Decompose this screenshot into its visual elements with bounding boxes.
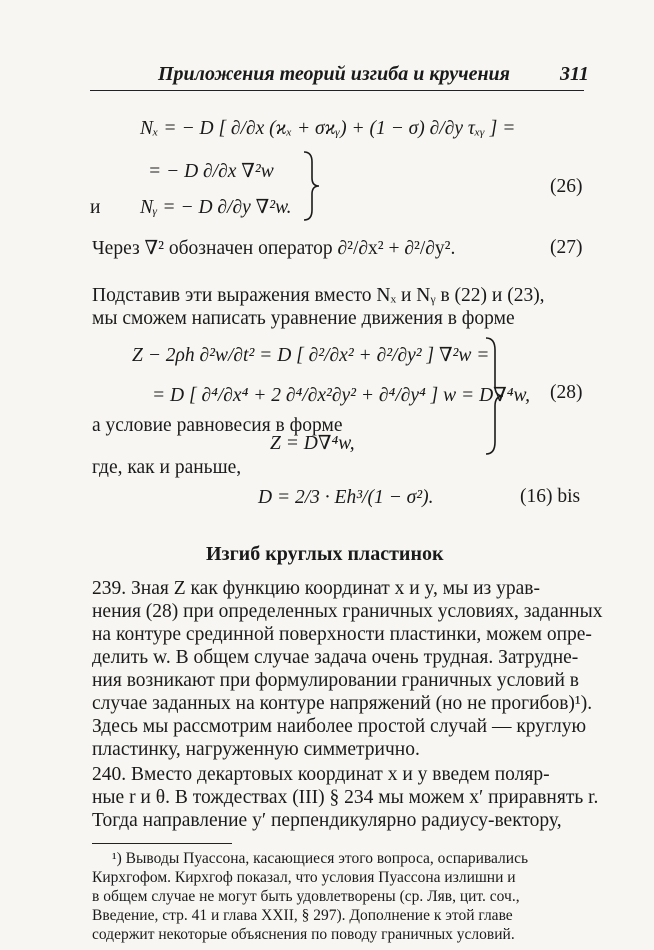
section-title: Изгиб круглых пластинок	[206, 543, 444, 565]
eq28-condition-text: а условие равновесия в форме	[92, 415, 343, 436]
eq27-number: (27)	[550, 237, 583, 258]
eq28-line2: = D [ ∂⁴/∂x⁴ + 2 ∂⁴/∂x²∂y² + ∂⁴/∂y⁴ ] w = D∇⁴w,	[152, 385, 530, 406]
p239-line-1: 239. Зная Z как функцию координат x и y, мы из урав-	[92, 578, 540, 599]
eq26-right-brace	[300, 150, 322, 222]
eq26-line1: Nₓ = − D [ ∂/∂x (ϰₓ + σϰᵧ) + (1 − σ) ∂/∂y τₓᵧ ] =	[140, 118, 516, 139]
p239-line-2: нения (28) при определенных граничных условиях, заданных	[92, 601, 603, 622]
p240-line-2: ные r и θ. В тождествах (III) § 234 мы можем x′ приравнять r.	[92, 787, 599, 808]
eq16-text: D = 2/3 · Eh³/(1 − σ²).	[258, 487, 434, 508]
p240-line-3: Тогда направление y′ перпендикулярно радиусу-вектору,	[92, 810, 562, 831]
footnote-line-3: в общем случае не могут быть удовлетворены (ср. Ляв, цит. соч.,	[92, 888, 520, 905]
p239-line-8: пластинку, нагруженную симметрично.	[92, 739, 420, 760]
page-number: 311	[560, 63, 589, 85]
p239-line-5: ния возникают при формулировании граничных условий в	[92, 670, 579, 691]
footnote-line-4: Введение, стр. 41 и глава XXII, § 297). Дополнение к этой главе	[92, 907, 513, 924]
eq28-number: (28)	[550, 382, 583, 403]
p239-line-3: на контуре срединной поверхности пластинки, можем опре-	[92, 624, 592, 645]
p239-line-6: случае заданных на контуре напряжений (но не прогибов)¹).	[92, 693, 593, 714]
p239-line-4: делить w. В общем случае задача очень трудная. Затрудне-	[92, 647, 579, 668]
para2-text: где, как и раньше,	[92, 457, 242, 478]
eq28-line1: Z − 2ρh ∂²w/∂t² = D [ ∂²/∂x² + ∂²/∂y² ] ∇²w =	[132, 345, 490, 366]
eq28-right-brace	[482, 336, 506, 456]
footnote-line-5: содержит некоторые объяснения по поводу граничных условий.	[92, 926, 515, 943]
p240-line-1: 240. Вместо декартовых координат x и y введем поляр-	[92, 764, 550, 785]
eq28-line3: Z = D∇⁴w,	[270, 433, 355, 454]
header-rule	[90, 90, 584, 91]
p239-line-7: Здесь мы рассмотрим наиболее простой случай — круглую	[92, 716, 587, 737]
footnote-line-1: ¹) Выводы Пуассона, касающиеся этого вопроса, оспаривались	[112, 850, 529, 867]
footnote-line-2: Кирхгофом. Кирхгоф показал, что условия Пуассона излишни и	[92, 869, 516, 886]
eq27-text: Через ∇² обозначен оператор ∂²/∂x² + ∂²/∂y².	[92, 238, 456, 259]
para1-line2: мы сможем написать уравнение движения в форме	[92, 308, 515, 329]
eq16-number: (16) bis	[520, 486, 581, 507]
eq26-number: (26)	[550, 176, 583, 197]
eq26-conjunction: и	[90, 197, 101, 218]
eq26-line2: = − D ∂/∂x ∇²w	[148, 161, 274, 182]
para1-line1: Подставив эти выражения вместо Nₓ и Nᵧ в (22) и (23),	[92, 285, 545, 306]
footnote-rule	[92, 843, 232, 844]
running-header-title: Приложения теорий изгиба и кручения	[158, 63, 510, 85]
eq26-line3: Nᵧ = − D ∂/∂y ∇²w.	[140, 197, 292, 218]
